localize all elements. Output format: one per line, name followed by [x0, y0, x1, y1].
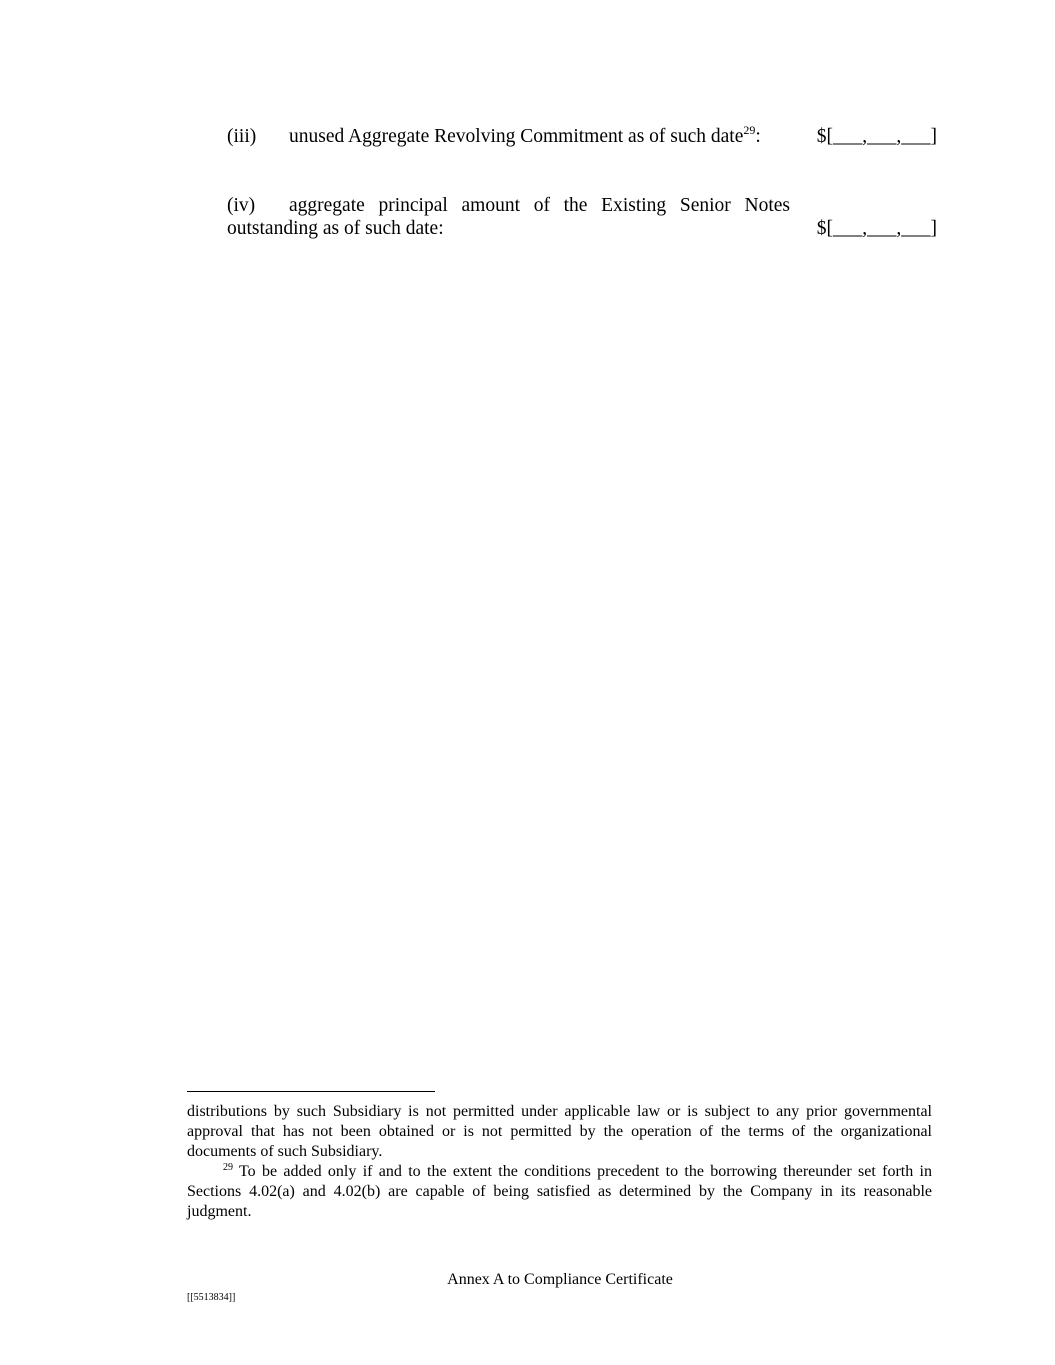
item-iii-colon: :: [755, 126, 761, 147]
item-iv-label: (iv): [227, 195, 256, 216]
footnote-29: [187, 1162, 932, 1222]
footnote-continuation: distributions by such Subsidiary is not permitted under applicable law or is subject to any prior governmental approval that has not been obtained or is not permitted by the operation of the terms of the organizational documents of such Subsidiary.: [187, 1103, 932, 1160]
item-iv-body: aggregate principal amount of the Existing Senior Notes outstanding as of such date:: [227, 195, 790, 239]
item-iii-label: (iii): [227, 126, 257, 147]
footnotes: [187, 1102, 932, 1222]
item-iv: [227, 194, 937, 240]
item-iii: [227, 125, 937, 148]
footnote-29-text: To be added only if and to the extent the conditions precedent to the borrowing thereunder set forth in Sections 4.02(a) and 4.02(b) are capable of being satisfied as determined by the Company in its reasonable judgment.: [187, 1163, 932, 1220]
item-iii-body: unused Aggregate Revolving Commitment as of such date: [289, 126, 744, 147]
item-iv-text: [227, 194, 790, 240]
item-iii-amount: $[___,___,___]: [816, 126, 937, 147]
document-id: [[5513834]]: [187, 1292, 236, 1303]
item-iii-text: [227, 125, 790, 148]
footnote-ref-29[interactable]: 29: [743, 123, 756, 137]
footnote-29-number: 29: [223, 1162, 233, 1173]
footnote-separator: [187, 1091, 435, 1092]
item-iv-amount: $[___,___,___]: [816, 218, 937, 239]
page-footer-title: Annex A to Compliance Certificate: [447, 1271, 673, 1288]
